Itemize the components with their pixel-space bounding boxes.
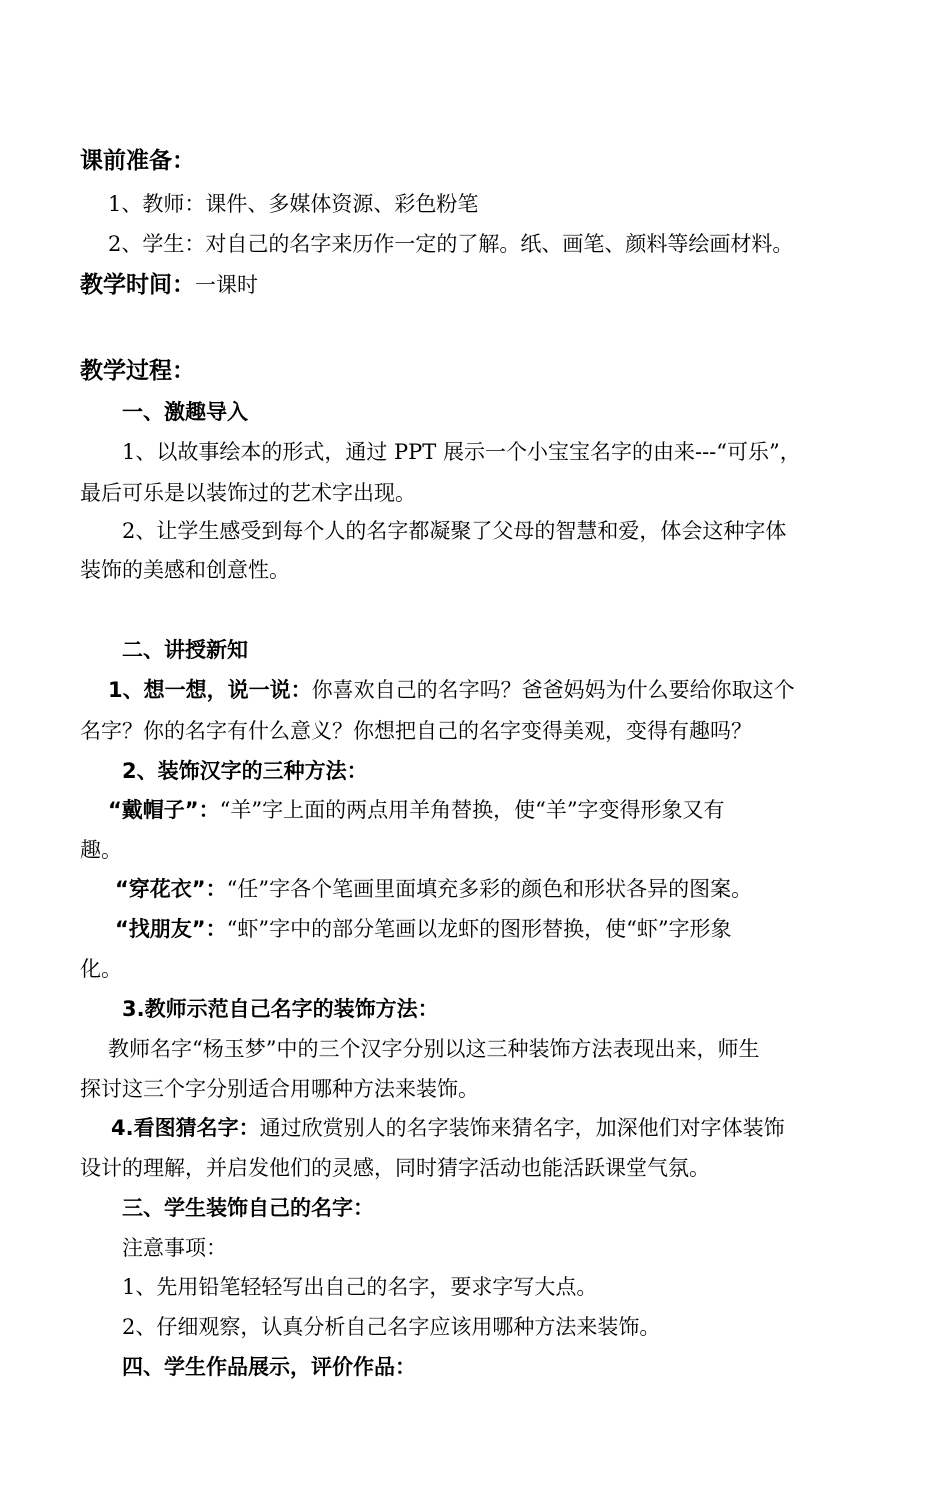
- method-3-line1: [115, 914, 915, 944]
- method-2-label: “穿花衣”：: [115, 877, 227, 901]
- question-text-a: 你喜欢自己的名字吗？爸爸妈妈为什么要给你取这个: [311, 678, 795, 702]
- notes-label: 注意事项：: [122, 1236, 227, 1260]
- section-2-title: 二、讲授新知: [122, 638, 248, 662]
- method-3-label: “找朋友”：: [115, 917, 227, 941]
- demo-line1: 教师名字“杨玉梦”中的三个汉字分别以这三种装饰方法表现出来，师生: [108, 1037, 760, 1061]
- question-label: 1、想一想，说一说：: [108, 678, 312, 702]
- time-label: 教学时间：: [80, 272, 195, 298]
- demo-title: 3.教师示范自己名字的装饰方法：: [122, 997, 439, 1021]
- note-2: 2、仔细观察，认真分析自己名字应该用哪种方法来装饰。: [122, 1315, 661, 1339]
- method-1-line2: 趣。: [80, 838, 122, 862]
- method-1-text-a: “羊”字上面的两点用羊角替换，使“羊”字变得形象又有: [219, 798, 725, 822]
- prep-student: 2、学生：对自己的名字来历作一定的了解。纸、画笔、颜料等绘画材料。: [108, 232, 794, 256]
- guess-text-a: 通过欣赏别人的名字装饰来猜名字，加深他们对字体装饰: [259, 1116, 785, 1140]
- time-line: [80, 270, 880, 300]
- note-1: 1、先用铅笔轻轻写出自己的名字，要求字写大点。: [122, 1275, 598, 1299]
- section-1-title: 一、激趣导入: [122, 400, 248, 424]
- section-1-p1-line2: 最后可乐是以装饰过的艺术字出现。: [80, 481, 416, 505]
- method-3-line2: 化。: [80, 957, 122, 981]
- method-3-text-a: “虾”字中的部分笔画以龙虾的图形替换，使“虾”字形象: [226, 917, 732, 941]
- guess-label: 4.看图猜名字：: [111, 1116, 260, 1140]
- section-3-title: 三、学生装饰自己的名字：: [122, 1196, 374, 1220]
- method-1-line1: [108, 795, 908, 825]
- question-line2: 名字？你的名字有什么意义？你想把自己的名字变得美观，变得有趣吗？: [80, 719, 752, 743]
- section-1-p1-line1: 1、以故事绘本的形式，通过 PPT 展示一个小宝宝名字的由来---“可乐”，: [122, 440, 801, 464]
- prep-teacher: 1、教师：课件、多媒体资源、彩色粉笔: [108, 192, 479, 216]
- process-heading: 教学过程：: [80, 358, 195, 384]
- section-1-p2-line1: 2、让学生感受到每个人的名字都凝聚了父母的智慧和爱，体会这种字体: [122, 519, 787, 543]
- guess-line1: [111, 1113, 911, 1143]
- method-2-line: [115, 874, 915, 904]
- demo-line2: 探讨这三个字分别适合用哪种方法来装饰。: [80, 1077, 479, 1101]
- guess-line2: 设计的理解，并启发他们的灵感，同时猜字活动也能活跃课堂气氛。: [80, 1156, 710, 1180]
- method-1-label: “戴帽子”：: [108, 798, 220, 822]
- section-1-p2-line2: 装饰的美感和创意性。: [80, 558, 290, 582]
- prep-heading: 课前准备：: [80, 148, 195, 174]
- time-value: 一课时: [195, 273, 258, 297]
- method-2-text: “任”字各个笔画里面填充多彩的颜色和形状各异的图案。: [226, 877, 753, 901]
- question-line1: [108, 675, 908, 705]
- methods-title: 2、装饰汉字的三种方法：: [122, 759, 368, 783]
- section-4-title: 四、学生作品展示，评价作品：: [122, 1355, 416, 1379]
